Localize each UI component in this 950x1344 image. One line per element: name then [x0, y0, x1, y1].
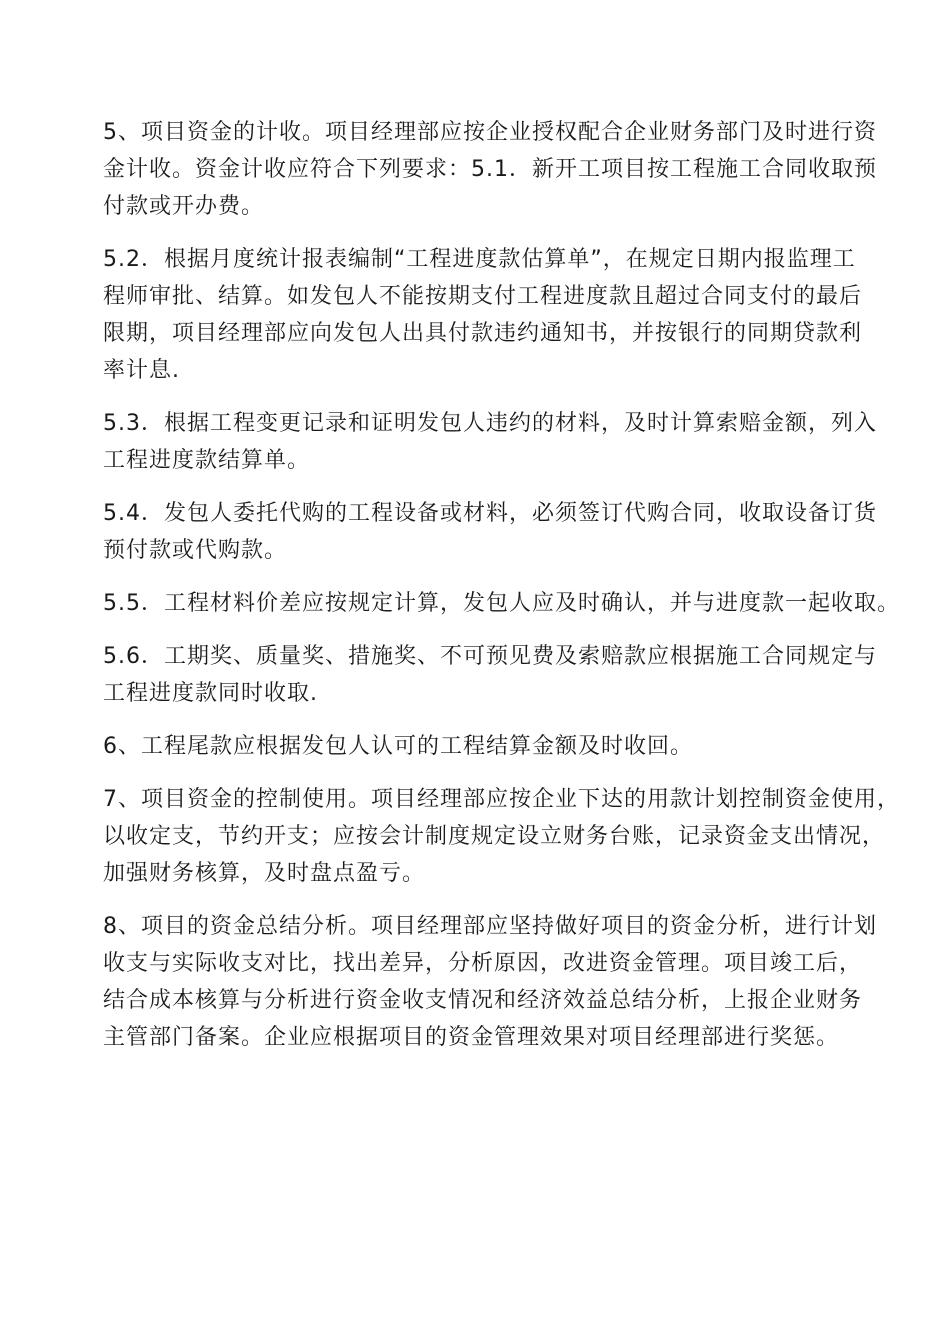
- text-line: 金计收。资金计收应符合下列要求：5.1．新开工项目按工程施工合同收取预: [103, 157, 877, 182]
- paragraph-item-5-6: [103, 638, 877, 712]
- text-line: 5.4．发包人委托代购的工程设备或材料，必须签订代购合同，收取设备订货: [103, 501, 877, 526]
- text-line: 率计息.: [103, 358, 180, 383]
- document-body: [103, 114, 900, 1056]
- paragraph-item-5-4: [103, 495, 877, 569]
- text-line: 付款或开办费。: [103, 194, 265, 219]
- text-line: 5.2．根据月度统计报表编制“工程进度款估算单”，在规定日期内报监理工: [103, 247, 856, 272]
- text-line: 5.5．工程材料价差应按规定计算，发包人应及时确认，并与进度款一起收取。: [103, 591, 900, 616]
- paragraph-item-5-3: [103, 405, 877, 479]
- paragraph-item-8: [103, 908, 877, 1056]
- paragraph-item-5-5: [103, 585, 900, 622]
- text-line: 5、项目资金的计收。项目经理部应按企业授权配合企业财务部门及时进行资: [103, 120, 877, 145]
- text-line: 5.6．工期奖、质量奖、措施奖、不可预见费及索赔款应根据施工合同规定与: [103, 644, 877, 669]
- text-line: 主管部门备案。企业应根据项目的资金管理效果对项目经理部进行奖惩。: [103, 1025, 840, 1050]
- paragraph-item-5-2: [103, 241, 873, 389]
- text-line: 6、工程尾款应根据发包人认可的工程结算金额及时收回。: [103, 734, 693, 759]
- text-line: 程师审批、结算。如发包人不能按期支付工程进度款且超过合同支付的最后: [103, 284, 863, 309]
- text-line: 收支与实际收支对比，找出差异，分析原因，改进资金管理。项目竣工后，: [103, 951, 863, 976]
- text-line: 限期，项目经理部应向发包人出具付款违约通知书，并按银行的同期贷款利: [103, 321, 863, 346]
- text-line: 5.3．根据工程变更记录和证明发包人违约的材料，及时计算索赔金额，列入: [103, 411, 877, 436]
- text-line: 以收定支，节约开支；应按会计制度规定设立财务台账，记录资金支出情况，: [103, 824, 886, 849]
- text-line: 8、项目的资金总结分析。项目经理部应坚持做好项目的资金分析，进行计划: [103, 914, 877, 939]
- text-line: 结合成本核算与分析进行资金收支情况和经济效益总结分析，上报企业财务: [103, 988, 863, 1013]
- text-line: 工程进度款同时收取.: [103, 681, 318, 706]
- text-line: 7、项目资金的控制使用。项目经理部应按企业下达的用款计划控制资金使用，: [103, 787, 900, 812]
- text-line: 加强财务核算，及时盘点盈亏。: [103, 861, 426, 886]
- text-line: 预付款或代购款。: [103, 538, 288, 563]
- text-line: 工程进度款结算单。: [103, 448, 311, 473]
- paragraph-item-7: [103, 781, 900, 892]
- paragraph-item-6: [103, 728, 873, 765]
- paragraph-item-5: [103, 114, 877, 225]
